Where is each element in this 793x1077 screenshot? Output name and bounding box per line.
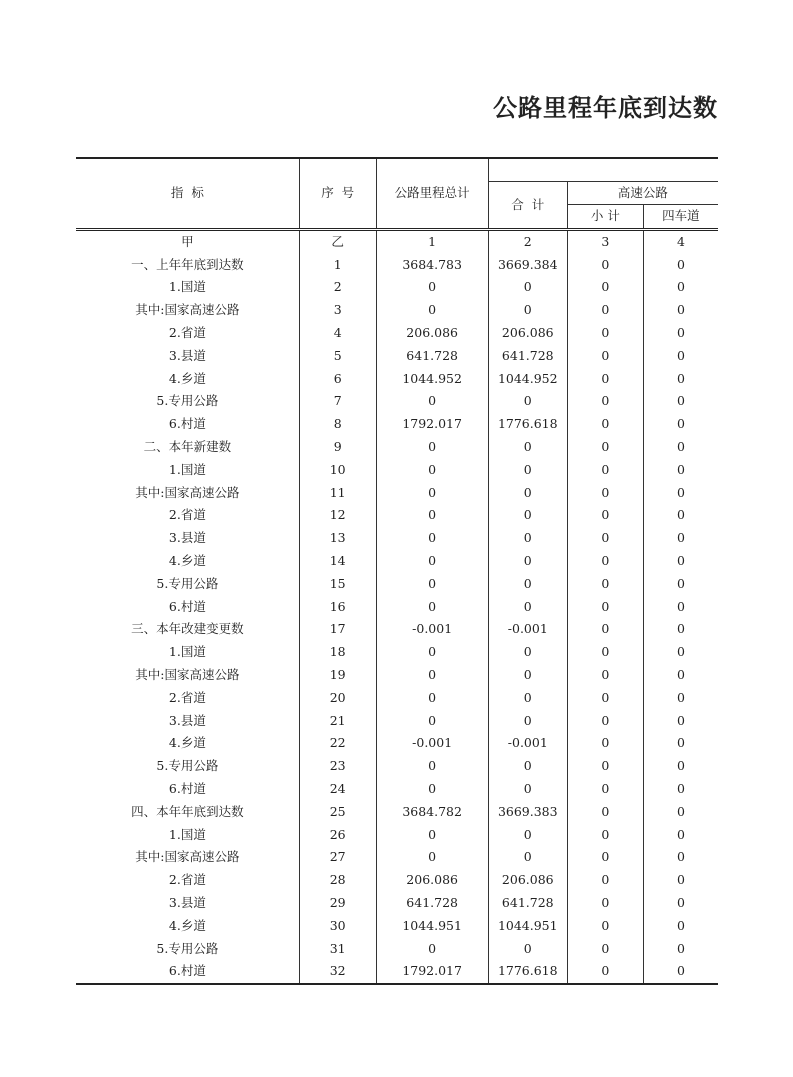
cell-expressway-four-lane: 0: [643, 322, 718, 345]
cell-expressway-subtotal: 0: [567, 801, 643, 824]
cell-indicator: 其中:国家高速公路: [135, 666, 240, 682]
table-row: [76, 413, 718, 436]
cell-seq: 32: [299, 960, 376, 984]
cell-seq: 9: [299, 436, 376, 459]
cell-expressway-four-lane: 0: [643, 573, 718, 596]
cell-total: 1792.017: [376, 960, 488, 984]
cell-seq: 27: [299, 846, 376, 869]
cell-indicator: 3.县道: [168, 347, 206, 363]
cell-indicator: 2.省道: [168, 689, 206, 705]
cell-sum: 0: [488, 299, 567, 322]
header-total: 公路里程总计: [376, 158, 488, 229]
cell-expressway-four-lane: 0: [643, 618, 718, 641]
cell-expressway-subtotal: 0: [567, 596, 643, 619]
cell-indicator: 3.县道: [168, 530, 206, 546]
cell-expressway-subtotal: 0: [567, 276, 643, 299]
cell-sum: 0: [488, 504, 567, 527]
cell-sum: 0: [488, 938, 567, 961]
cell-indicator: 6.村道: [168, 598, 206, 614]
table-row: [76, 801, 718, 824]
table-row: [76, 390, 718, 413]
cell-indicator: 5.专用公路: [156, 758, 219, 774]
cell-sum: -0.001: [488, 618, 567, 641]
cell-seq: 15: [299, 573, 376, 596]
table-row: [76, 504, 718, 527]
cell-sum: 0: [488, 436, 567, 459]
cell-expressway-subtotal: 0: [567, 824, 643, 847]
cell-expressway-subtotal: 0: [567, 482, 643, 505]
cell-expressway-four-lane: 0: [643, 710, 718, 733]
cell-indicator: 2.省道: [168, 872, 206, 888]
cell-total: 0: [376, 755, 488, 778]
cell-indicator: 2.省道: [168, 324, 206, 340]
cell-seq: 20: [299, 687, 376, 710]
cell-expressway-four-lane: 0: [643, 824, 718, 847]
cell-expressway-four-lane: 0: [643, 413, 718, 436]
cell-total: -0.001: [376, 732, 488, 755]
cell-total: 206.086: [376, 322, 488, 345]
cell-expressway-four-lane: 0: [643, 527, 718, 550]
cell-indicator: 6.村道: [168, 963, 206, 979]
cell-indicator: 4.乡道: [168, 735, 206, 751]
cell-seq: 2: [299, 276, 376, 299]
cell-indicator: 其中:国家高速公路: [135, 302, 240, 318]
cell-expressway-subtotal: 0: [567, 687, 643, 710]
cell-expressway-four-lane: 0: [643, 892, 718, 915]
cell-total: 1044.951: [376, 915, 488, 938]
cell-indicator: 5.专用公路: [156, 575, 219, 591]
cell-indicator: 5.专用公路: [156, 393, 219, 409]
cell-total: 3684.783: [376, 254, 488, 277]
cell-indicator: 6.村道: [168, 780, 206, 796]
cell-seq: 29: [299, 892, 376, 915]
table-row: [76, 687, 718, 710]
cell-total: 641.728: [376, 345, 488, 368]
cell-total: 0: [376, 938, 488, 961]
table-row: [76, 299, 718, 322]
cell-seq: 17: [299, 618, 376, 641]
cell-sum: 2: [488, 229, 567, 253]
cell-sum: 641.728: [488, 345, 567, 368]
cell-indicator: 4.乡道: [168, 552, 206, 568]
cell-total: 0: [376, 846, 488, 869]
cell-expressway-subtotal: 0: [567, 299, 643, 322]
cell-indicator: 1.国道: [168, 644, 206, 660]
table-row: [76, 596, 718, 619]
cell-indicator: 四、本年年底到达数: [131, 803, 244, 819]
table-row: [76, 618, 718, 641]
table-row: [76, 436, 718, 459]
cell-sum: 3669.383: [488, 801, 567, 824]
cell-expressway-four-lane: 0: [643, 596, 718, 619]
cell-seq: 8: [299, 413, 376, 436]
cell-total: 0: [376, 664, 488, 687]
cell-indicator: 其中:国家高速公路: [135, 484, 240, 500]
cell-seq: 12: [299, 504, 376, 527]
cell-expressway-subtotal: 0: [567, 413, 643, 436]
cell-expressway-four-lane: 0: [643, 778, 718, 801]
table-row: [76, 915, 718, 938]
table-row: [76, 960, 718, 984]
table-row: [76, 459, 718, 482]
cell-sum: 0: [488, 482, 567, 505]
cell-total: 0: [376, 276, 488, 299]
cell-sum: 0: [488, 596, 567, 619]
cell-seq: 26: [299, 824, 376, 847]
cell-seq: 乙: [299, 229, 376, 253]
cell-total: 0: [376, 573, 488, 596]
cell-expressway-four-lane: 0: [643, 436, 718, 459]
cell-expressway-subtotal: 0: [567, 550, 643, 573]
table-row: [76, 710, 718, 733]
cell-total: 0: [376, 390, 488, 413]
cell-expressway-subtotal: 0: [567, 846, 643, 869]
header-expressway: 高速公路: [567, 182, 718, 205]
cell-indicator: 三、本年改建变更数: [131, 621, 244, 637]
cell-sum: 1044.952: [488, 368, 567, 391]
code-row: [76, 229, 718, 253]
cell-sum: 0: [488, 755, 567, 778]
cell-expressway-four-lane: 0: [643, 550, 718, 573]
cell-total: 0: [376, 824, 488, 847]
cell-sum: 0: [488, 846, 567, 869]
cell-seq: 13: [299, 527, 376, 550]
table-row: [76, 778, 718, 801]
cell-expressway-four-lane: 0: [643, 299, 718, 322]
cell-indicator: 6.村道: [168, 416, 206, 432]
cell-expressway-subtotal: 0: [567, 641, 643, 664]
table-row: [76, 641, 718, 664]
cell-expressway-four-lane: 4: [643, 229, 718, 253]
cell-seq: 21: [299, 710, 376, 733]
cell-seq: 18: [299, 641, 376, 664]
cell-seq: 3: [299, 299, 376, 322]
cell-sum: 206.086: [488, 869, 567, 892]
table-row: [76, 755, 718, 778]
cell-indicator: 甲: [181, 233, 194, 249]
cell-total: 1044.952: [376, 368, 488, 391]
table-row: [76, 846, 718, 869]
cell-total: 0: [376, 641, 488, 664]
cell-expressway-four-lane: 0: [643, 869, 718, 892]
header-seq: 序 号: [299, 158, 376, 229]
cell-expressway-four-lane: 0: [643, 801, 718, 824]
header-four-lane: 四车道: [643, 205, 718, 230]
header-subtotal: 小 计: [567, 205, 643, 230]
cell-sum: 206.086: [488, 322, 567, 345]
cell-expressway-subtotal: 0: [567, 368, 643, 391]
table-row: [76, 938, 718, 961]
table-row: [76, 892, 718, 915]
cell-sum: 0: [488, 573, 567, 596]
cell-total: 641.728: [376, 892, 488, 915]
cell-expressway-subtotal: 0: [567, 938, 643, 961]
cell-expressway-four-lane: 0: [643, 345, 718, 368]
cell-expressway-four-lane: 0: [643, 254, 718, 277]
table-row: [76, 824, 718, 847]
cell-seq: 6: [299, 368, 376, 391]
cell-sum: 0: [488, 710, 567, 733]
cell-indicator: 1.国道: [168, 279, 206, 295]
table-row: [76, 368, 718, 391]
cell-expressway-subtotal: 0: [567, 390, 643, 413]
cell-sum: 0: [488, 824, 567, 847]
cell-total: 0: [376, 436, 488, 459]
cell-seq: 31: [299, 938, 376, 961]
cell-expressway-subtotal: 0: [567, 755, 643, 778]
cell-seq: 1: [299, 254, 376, 277]
cell-expressway-four-lane: 0: [643, 960, 718, 984]
cell-seq: 16: [299, 596, 376, 619]
cell-expressway-subtotal: 3: [567, 229, 643, 253]
cell-indicator: 2.省道: [168, 507, 206, 523]
cell-seq: 24: [299, 778, 376, 801]
cell-expressway-subtotal: 0: [567, 459, 643, 482]
cell-expressway-subtotal: 0: [567, 436, 643, 459]
cell-indicator: 二、本年新建数: [143, 438, 232, 454]
cell-seq: 7: [299, 390, 376, 413]
cell-expressway-four-lane: 0: [643, 482, 718, 505]
cell-total: 0: [376, 687, 488, 710]
cell-total: 1792.017: [376, 413, 488, 436]
cell-sum: 1776.618: [488, 960, 567, 984]
cell-indicator: 4.乡道: [168, 370, 206, 386]
cell-sum: 641.728: [488, 892, 567, 915]
cell-expressway-four-lane: 0: [643, 732, 718, 755]
cell-indicator: 1.国道: [168, 826, 206, 842]
header-indicator: 指 标: [76, 158, 299, 229]
cell-indicator: 1.国道: [168, 461, 206, 477]
cell-sum: 0: [488, 664, 567, 687]
cell-sum: 1776.618: [488, 413, 567, 436]
cell-expressway-subtotal: 0: [567, 710, 643, 733]
cell-total: 0: [376, 527, 488, 550]
cell-total: 3684.782: [376, 801, 488, 824]
cell-expressway-subtotal: 0: [567, 573, 643, 596]
table-row: [76, 732, 718, 755]
table-row: [76, 527, 718, 550]
cell-indicator: 4.乡道: [168, 917, 206, 933]
highway-mileage-table: [76, 157, 718, 985]
cell-sum: 3669.384: [488, 254, 567, 277]
cell-expressway-subtotal: 0: [567, 664, 643, 687]
table-row: [76, 322, 718, 345]
cell-expressway-subtotal: 0: [567, 915, 643, 938]
table-row: [76, 869, 718, 892]
cell-expressway-subtotal: 0: [567, 618, 643, 641]
cell-total: 0: [376, 482, 488, 505]
cell-indicator: 3.县道: [168, 894, 206, 910]
cell-expressway-subtotal: 0: [567, 254, 643, 277]
table-row: [76, 254, 718, 277]
cell-sum: 0: [488, 778, 567, 801]
header-blank: [488, 158, 718, 182]
table-row: [76, 550, 718, 573]
cell-seq: 28: [299, 869, 376, 892]
cell-seq: 19: [299, 664, 376, 687]
cell-expressway-subtotal: 0: [567, 778, 643, 801]
table-row: [76, 664, 718, 687]
cell-sum: -0.001: [488, 732, 567, 755]
cell-total: 206.086: [376, 869, 488, 892]
table-row: [76, 276, 718, 299]
cell-expressway-four-lane: 0: [643, 641, 718, 664]
cell-expressway-subtotal: 0: [567, 732, 643, 755]
cell-total: -0.001: [376, 618, 488, 641]
cell-sum: 0: [488, 527, 567, 550]
cell-total: 0: [376, 596, 488, 619]
cell-indicator: 一、上年年底到达数: [131, 256, 244, 272]
cell-total: 0: [376, 299, 488, 322]
cell-expressway-four-lane: 0: [643, 390, 718, 413]
cell-seq: 10: [299, 459, 376, 482]
cell-expressway-four-lane: 0: [643, 687, 718, 710]
table-row: [76, 345, 718, 368]
cell-total: 1: [376, 229, 488, 253]
cell-total: 0: [376, 459, 488, 482]
cell-total: 0: [376, 710, 488, 733]
cell-seq: 14: [299, 550, 376, 573]
page-title: 公路里程年底到达数: [493, 94, 718, 122]
cell-total: 0: [376, 550, 488, 573]
cell-expressway-four-lane: 0: [643, 664, 718, 687]
cell-sum: 0: [488, 550, 567, 573]
cell-expressway-subtotal: 0: [567, 960, 643, 984]
cell-expressway-subtotal: 0: [567, 504, 643, 527]
header-sum: 合 计: [488, 182, 567, 230]
cell-total: 0: [376, 504, 488, 527]
cell-expressway-four-lane: 0: [643, 938, 718, 961]
cell-total: 0: [376, 778, 488, 801]
cell-expressway-subtotal: 0: [567, 527, 643, 550]
cell-seq: 11: [299, 482, 376, 505]
cell-sum: 0: [488, 390, 567, 413]
cell-expressway-four-lane: 0: [643, 755, 718, 778]
cell-indicator: 5.专用公路: [156, 940, 219, 956]
cell-expressway-subtotal: 0: [567, 892, 643, 915]
cell-seq: 22: [299, 732, 376, 755]
cell-seq: 23: [299, 755, 376, 778]
cell-indicator: 其中:国家高速公路: [135, 849, 240, 865]
cell-expressway-subtotal: 0: [567, 345, 643, 368]
cell-sum: 0: [488, 276, 567, 299]
cell-expressway-four-lane: 0: [643, 846, 718, 869]
cell-expressway-four-lane: 0: [643, 276, 718, 299]
cell-indicator: 3.县道: [168, 712, 206, 728]
cell-sum: 1044.951: [488, 915, 567, 938]
cell-seq: 30: [299, 915, 376, 938]
cell-seq: 25: [299, 801, 376, 824]
cell-expressway-four-lane: 0: [643, 504, 718, 527]
table-row: [76, 482, 718, 505]
cell-expressway-four-lane: 0: [643, 459, 718, 482]
cell-seq: 5: [299, 345, 376, 368]
cell-sum: 0: [488, 687, 567, 710]
cell-sum: 0: [488, 641, 567, 664]
cell-seq: 4: [299, 322, 376, 345]
table-row: [76, 573, 718, 596]
cell-expressway-subtotal: 0: [567, 322, 643, 345]
cell-sum: 0: [488, 459, 567, 482]
cell-expressway-four-lane: 0: [643, 915, 718, 938]
cell-expressway-four-lane: 0: [643, 368, 718, 391]
cell-expressway-subtotal: 0: [567, 869, 643, 892]
